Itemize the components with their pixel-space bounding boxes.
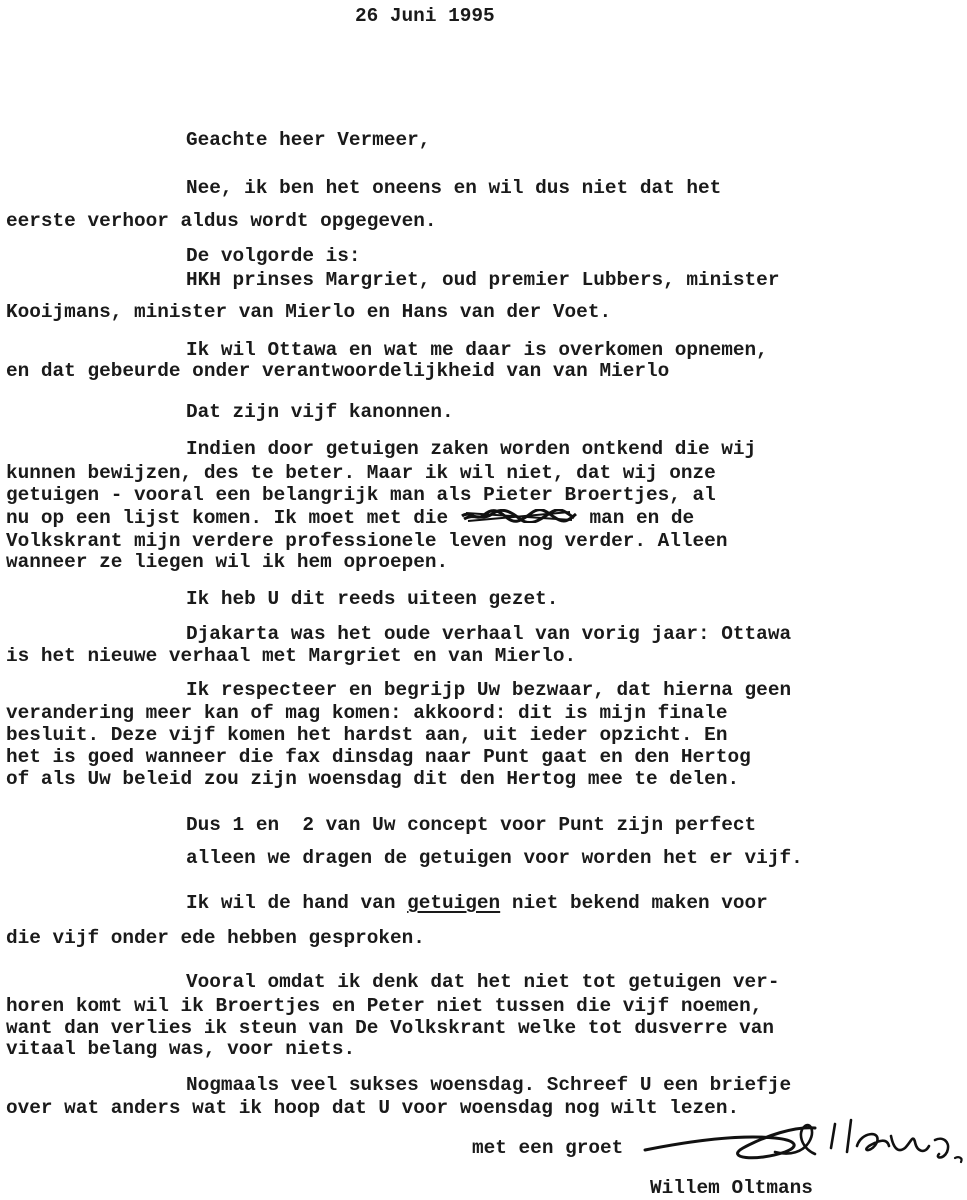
paragraph-hand-line-2: die vijf onder ede hebben gesproken. <box>6 927 425 949</box>
order-heading: De volgorde is: <box>186 245 361 267</box>
paragraph-ottawa-line-2: en dat gebeurde onder verantwoordelijkheid van van Mierlo <box>6 360 670 382</box>
paragraph-djakarta-line-1: Djakarta was het oude verhaal van vorig jaar: Ottawa <box>186 623 792 645</box>
struck-out-word <box>460 509 578 523</box>
paragraph-vooral-line-1: Vooral omdat ik denk dat het niet tot getuigen ver- <box>186 971 780 993</box>
paragraph-bezwaar-line-3: besluit. Deze vijf komen het hardst aan, uit ieder opzicht. En <box>6 724 728 746</box>
paragraph-vooral-line-2: horen komt wil ik Broertjes en Peter niet tussen die vijf noemen, <box>6 995 763 1017</box>
handwritten-signature <box>625 1112 967 1174</box>
underlined-word: getuigen <box>407 892 501 914</box>
paragraph-getuigen-line-5: Volkskrant mijn verdere professionele leven nog verder. Alleen <box>6 530 728 552</box>
text-segment: man en de <box>577 507 695 529</box>
paragraph-bezwaar-line-1: Ik respecteer en begrijp Uw bezwaar, dat hierna geen <box>186 679 792 701</box>
paragraph-ottawa-line-1: Ik wil Ottawa en wat me daar is overkomen opnemen, <box>186 339 768 361</box>
text-segment: niet bekend maken voor <box>500 892 768 914</box>
paragraph-1-line-1: Nee, ik ben het oneens en wil dus niet dat het <box>186 177 722 199</box>
order-line-1: HKH prinses Margriet, oud premier Lubbers, minister <box>186 269 780 291</box>
paragraph-getuigen-line-4 <box>6 506 694 530</box>
text-segment: nu op een lijst komen. Ik moet met die <box>6 507 460 529</box>
paragraph-bezwaar-line-4: het is goed wanneer die fax dinsdag naar Punt gaat en den Hertog <box>6 746 751 768</box>
signer-name: Willem Oltmans <box>650 1177 813 1199</box>
paragraph-getuigen-line-2: kunnen bewijzen, des te beter. Maar ik wil niet, dat wij onze <box>6 462 716 484</box>
order-line-2: Kooijmans, minister van Mierlo en Hans van der Voet. <box>6 301 612 323</box>
paragraph-vooral-line-3: want dan verlies ik steun van De Volkskrant welke tot dusverre van <box>6 1017 774 1039</box>
letter-date: 26 Juni 1995 <box>355 5 495 27</box>
paragraph-bezwaar-line-2: verandering meer kan of mag komen: akkoord: dit is mijn finale <box>6 702 728 724</box>
paragraph-kanonnen: Dat zijn vijf kanonnen. <box>186 401 454 423</box>
paragraph-concept-line-2: alleen we dragen de getuigen voor worden het er vijf. <box>186 847 803 869</box>
paragraph-uiteen: Ik heb U dit reeds uiteen gezet. <box>186 588 559 610</box>
paragraph-getuigen-line-3: getuigen - vooral een belangrijk man als Pieter Broertjes, al <box>6 484 716 506</box>
paragraph-getuigen-line-1: Indien door getuigen zaken worden ontkend die wij <box>186 438 757 460</box>
paragraph-vooral-line-4: vitaal belang was, voor niets. <box>6 1038 356 1060</box>
paragraph-nogmaals-line-1: Nogmaals veel sukses woensdag. Schreef U een briefje <box>186 1074 792 1096</box>
paragraph-djakarta-line-2: is het nieuwe verhaal met Margriet en van Mierlo. <box>6 645 577 667</box>
paragraph-concept-line-1: Dus 1 en 2 van Uw concept voor Punt zijn perfect <box>186 814 757 836</box>
paragraph-nogmaals-line-2: over wat anders wat ik hoop dat U voor woensdag nog wilt lezen. <box>6 1097 740 1119</box>
paragraph-1-line-2: eerste verhoor aldus wordt opgegeven. <box>6 210 437 232</box>
paragraph-getuigen-line-6: wanneer ze liegen wil ik hem oproepen. <box>6 551 449 573</box>
paragraph-hand-line-1 <box>186 891 768 915</box>
text-segment: Ik wil de hand van <box>186 892 408 914</box>
salutation: Geachte heer Vermeer, <box>186 129 431 151</box>
paragraph-bezwaar-line-5: of als Uw beleid zou zijn woensdag dit den Hertog mee te delen. <box>6 768 740 790</box>
closing: met een groet <box>472 1137 624 1159</box>
